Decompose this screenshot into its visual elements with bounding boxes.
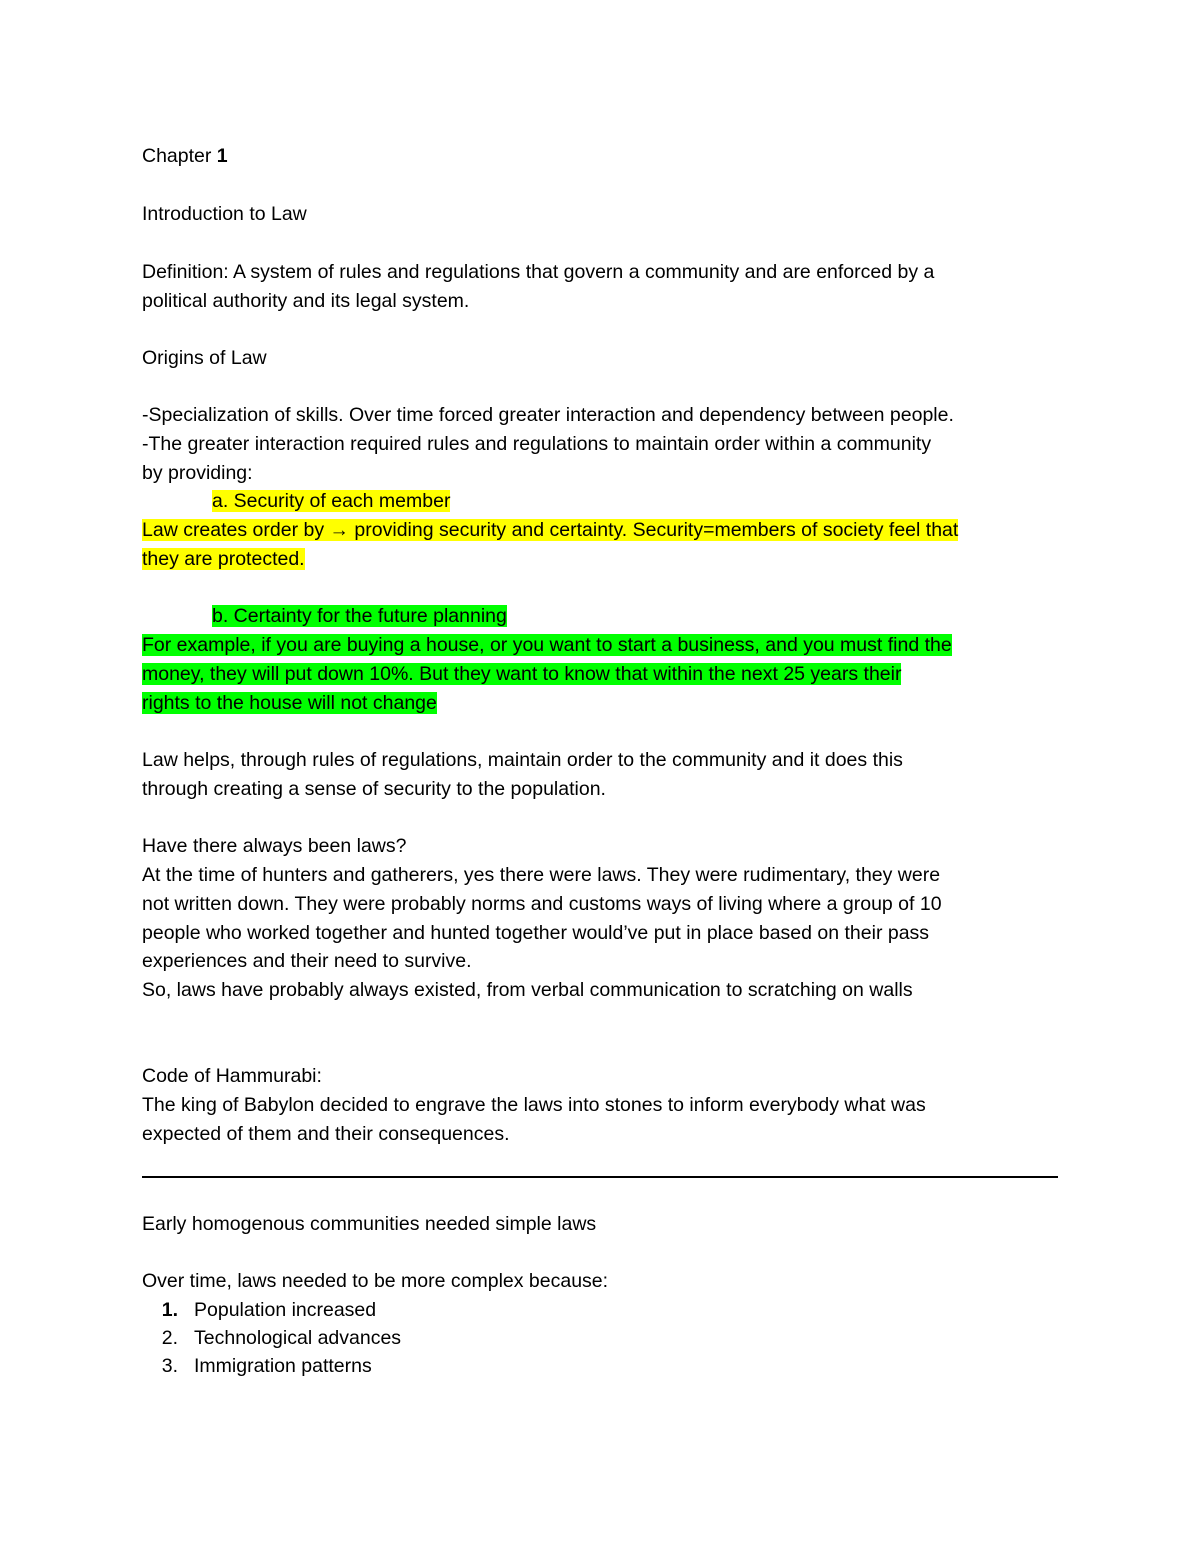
law-helps-line-1: Law helps, through rules of regulations, maintain order to the community and it does this: [142, 749, 903, 771]
security-line-1: [142, 516, 958, 545]
definition-line-2: political authority and its legal system.: [142, 290, 470, 312]
certainty-item: [212, 602, 507, 631]
law-helps-line-2: through creating a sense of security to the population.: [142, 778, 606, 800]
certainty-line-2: [142, 660, 901, 689]
horizontal-divider: [142, 1176, 1058, 1178]
chapter-number: 1: [216, 145, 228, 167]
always-laws-line-1: At the time of hunters and gatherers, yes there were laws. They were rudimentary, they were: [142, 864, 941, 886]
arrow-right-icon: →: [329, 519, 350, 541]
certainty-line-2-text: money, they will put down 10%. But they want to know that within the next 25 years their: [142, 663, 902, 685]
list-item-text: Technological advances: [194, 1327, 402, 1349]
origins-line-2: -The greater interaction required rules and regulations to maintain order within a community: [142, 433, 932, 455]
chapter-label: Chapter: [142, 145, 217, 167]
early-communities-text: Early homogenous communities needed simple laws: [142, 1213, 597, 1235]
list-item: [150, 1324, 401, 1353]
list-item: [150, 1352, 372, 1381]
list-item-number: 1.: [161, 1299, 178, 1321]
always-laws-line-5: So, laws have probably always existed, from verbal communication to scratching on walls: [142, 979, 913, 1001]
security-item-text: a. Security of each member: [212, 490, 451, 512]
security-line-2: [142, 545, 305, 574]
certainty-line-3-text: rights to the house will not change: [142, 692, 437, 714]
list-item-text: Population increased: [194, 1299, 377, 1321]
origins-heading: Origins of Law: [142, 347, 267, 369]
certainty-line-1: [142, 631, 952, 660]
list-item-number: 2.: [161, 1327, 178, 1349]
list-item-number: 3.: [161, 1355, 178, 1377]
certainty-item-text: b. Certainty for the future planning: [212, 605, 507, 627]
complexity-intro: Over time, laws needed to be more complex because:: [142, 1270, 609, 1292]
definition-line-1: Definition: A system of rules and regulations that govern a community and are enforced by a: [142, 261, 935, 283]
origins-line-3: by providing:: [142, 462, 253, 484]
document-title: Introduction to Law: [142, 203, 307, 225]
security-line-1-end: providing security and certainty. Security=members of society feel that: [349, 519, 959, 541]
always-laws-question: Have there always been laws?: [142, 835, 407, 857]
security-item: [212, 487, 450, 516]
origins-line-1: -Specialization of skills. Over time forced greater interaction and dependency between people.: [142, 404, 954, 426]
chapter-heading: [142, 142, 228, 171]
always-laws-line-3: people who worked together and hunted together would’ve put in place based on their pass: [142, 922, 930, 944]
security-line-2-text: they are protected.: [142, 548, 305, 570]
list-item: [150, 1296, 376, 1325]
hammurabi-line-2: expected of them and their consequences.: [142, 1123, 510, 1145]
certainty-line-3: [142, 689, 437, 718]
always-laws-line-4: experiences and their need to survive.: [142, 950, 472, 972]
hammurabi-line-1: The king of Babylon decided to engrave the laws into stones to inform everybody what was: [142, 1094, 926, 1116]
list-item-text: Immigration patterns: [194, 1355, 372, 1377]
always-laws-line-2: not written down. They were probably norms and customs ways of living where a group of 10: [142, 893, 942, 915]
security-line-1-start: Law creates order by: [142, 519, 330, 541]
hammurabi-heading: Code of Hammurabi:: [142, 1065, 322, 1087]
certainty-line-1-text: For example, if you are buying a house, or you want to start a business, and you must find the: [142, 634, 952, 656]
